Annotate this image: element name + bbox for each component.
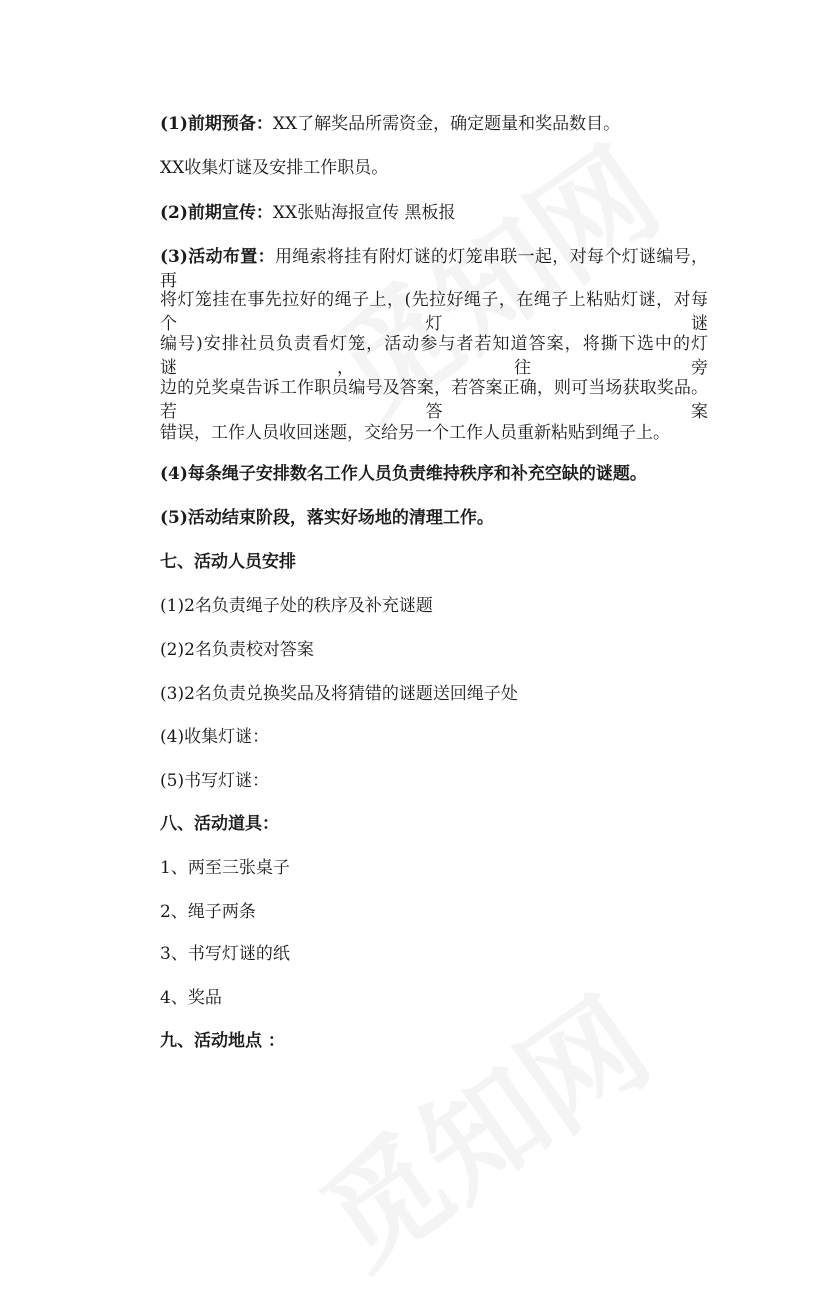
section-layout-text: 用绳索将挂有附灯谜的灯笼串联一起，对每个灯谜编号，再 [160,247,708,291]
personnel-item-1: (1)2名负责绳子处的秩序及补充谜题 [160,596,433,616]
section-publicity-text: XX张贴海报宣传 黑板报 [272,203,456,223]
personnel-item-2: (2)2名负责校对答案 [160,640,314,660]
section-prep-text: XX了解奖品所需资金，确定题量和奖品数目。 [272,114,621,134]
section-layout-line4: 边的兑奖桌告诉工作职员编号及答案，若答案正确，则可当场获取奖品。若答案 [160,378,708,422]
heading-venue: 九、活动地点 ： [160,1031,285,1051]
props-item-3: 3、书写灯谜的纸 [160,944,290,964]
section-prep-label: (1)前期预备： [160,114,273,134]
section-layout-label: (3)活动布置： [160,247,275,267]
heading-personnel: 七、活动人员安排 [160,552,296,572]
section-publicity [160,201,456,225]
props-item-4: 4、奖品 [160,988,222,1008]
props-item-1: 1、两至三张桌子 [160,858,290,878]
section-prep-cont: XX收集灯谜及安排工作职员。 [160,158,389,178]
personnel-item-5: (5)书写灯谜： [160,771,270,791]
heading-props: 八、活动道具： [160,814,279,834]
section-prep [160,112,620,136]
section-layout-line3: 编号)安排社员负责看灯笼，活动参与者若知道答案，将撕下选中的灯谜，往旁 [160,334,708,378]
watermark-bottom [283,952,677,1299]
section-staffing-rope: (4)每条绳子安排数名工作人员负责维持秩序和补充空缺的谜题。 [160,464,647,484]
section-publicity-label: (2)前期宣传： [160,203,273,223]
section-layout-line2: 将灯笼挂在事先拉好的绳子上，(先拉好绳子，在绳子上粘贴灯谜，对每个灯谜 [160,290,708,334]
section-layout-line5: 错误，工作人员收回迷题，交给另一个工作人员重新粘贴到绳子上。 [160,423,670,443]
props-item-2: 2、绳子两条 [160,902,256,922]
personnel-item-4: (4)收集灯谜： [160,727,270,747]
personnel-item-3: (3)2名负责兑换奖品及将猜错的谜题送回绳子处 [160,684,518,704]
section-closing: (5)活动结束阶段，落实好场地的清理工作。 [160,508,494,528]
section-layout-line1 [160,245,708,293]
